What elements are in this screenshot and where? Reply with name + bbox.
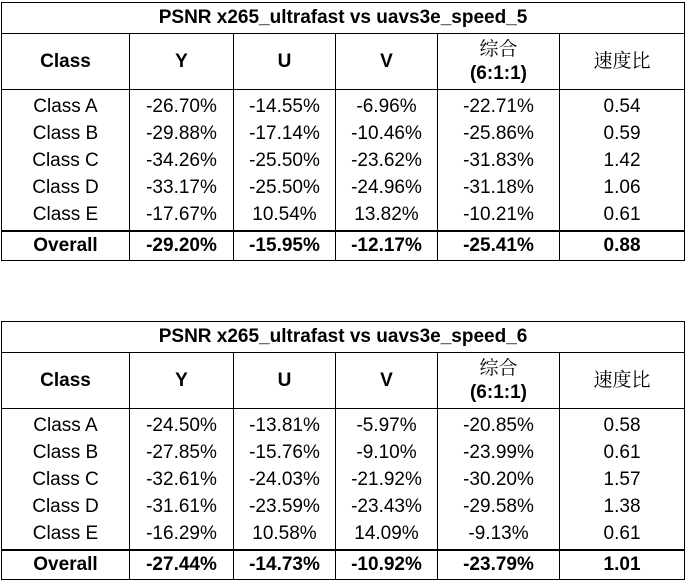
header-combined xyxy=(438,353,560,409)
table-row xyxy=(2,201,685,231)
cell-speed: 0.61 xyxy=(560,439,685,466)
table-row xyxy=(2,520,685,550)
overall-row xyxy=(2,550,685,580)
cell-speed: 1.06 xyxy=(560,174,685,201)
table-row xyxy=(2,120,685,147)
cell-v: -9.10% xyxy=(336,439,438,466)
cell-combined: -25.86% xyxy=(438,120,560,147)
header-v: V xyxy=(336,353,438,409)
table-row xyxy=(2,174,685,201)
table-row xyxy=(2,147,685,174)
cell-combined: -10.21% xyxy=(438,201,560,231)
header-y: Y xyxy=(130,34,234,90)
cell-u: -15.76% xyxy=(234,439,336,466)
header-u: U xyxy=(234,34,336,90)
cell-combined: -31.83% xyxy=(438,147,560,174)
cell-class: Overall xyxy=(2,550,130,580)
cell-u: -17.14% xyxy=(234,120,336,147)
cell-speed: 1.01 xyxy=(560,550,685,580)
cell-class: Class D xyxy=(2,174,130,201)
cell-combined: -9.13% xyxy=(438,520,560,550)
psnr-table-speed-5 xyxy=(1,2,685,261)
cell-y: -26.70% xyxy=(130,90,234,121)
table-title: PSNR x265_ultrafast vs uavs3e_speed_6 xyxy=(2,322,685,353)
cell-y: -29.88% xyxy=(130,120,234,147)
cell-y: -27.44% xyxy=(130,550,234,580)
cell-speed: 0.61 xyxy=(560,201,685,231)
cell-combined: -25.41% xyxy=(438,231,560,261)
cell-v: -23.43% xyxy=(336,493,438,520)
cell-v: -5.97% xyxy=(336,409,438,440)
cell-combined: -31.18% xyxy=(438,174,560,201)
cell-speed: 0.88 xyxy=(560,231,685,261)
cell-v: -24.96% xyxy=(336,174,438,201)
header-combined-label: 综合 xyxy=(479,38,518,60)
cell-class: Class E xyxy=(2,520,130,550)
cell-combined: -20.85% xyxy=(438,409,560,440)
header-class: Class xyxy=(2,353,130,409)
header-u: U xyxy=(234,353,336,409)
cell-v: -23.62% xyxy=(336,147,438,174)
cell-u: 10.54% xyxy=(234,201,336,231)
cell-v: -10.46% xyxy=(336,120,438,147)
cell-class: Class C xyxy=(2,147,130,174)
cell-y: -24.50% xyxy=(130,409,234,440)
cell-speed: 0.54 xyxy=(560,90,685,121)
header-combined-ratio: (6:1:1) xyxy=(469,62,527,84)
cell-class: Class D xyxy=(2,493,130,520)
cell-combined: -30.20% xyxy=(438,466,560,493)
cell-speed: 0.61 xyxy=(560,520,685,550)
cell-v: -10.92% xyxy=(336,550,438,580)
cell-combined: -22.71% xyxy=(438,90,560,121)
cell-y: -31.61% xyxy=(130,493,234,520)
cell-class: Class B xyxy=(2,120,130,147)
cell-u: -25.50% xyxy=(234,174,336,201)
cell-y: -32.61% xyxy=(130,466,234,493)
cell-u: 10.58% xyxy=(234,520,336,550)
header-v: V xyxy=(336,34,438,90)
cell-u: -15.95% xyxy=(234,231,336,261)
cell-v: -21.92% xyxy=(336,466,438,493)
cell-combined: -23.79% xyxy=(438,550,560,580)
cell-class: Class A xyxy=(2,409,130,440)
cell-y: -33.17% xyxy=(130,174,234,201)
table-row xyxy=(2,409,685,440)
cell-class: Class A xyxy=(2,90,130,121)
header-y: Y xyxy=(130,353,234,409)
cell-speed: 1.57 xyxy=(560,466,685,493)
overall-row xyxy=(2,231,685,261)
cell-u: -23.59% xyxy=(234,493,336,520)
cell-speed: 1.42 xyxy=(560,147,685,174)
cell-y: -16.29% xyxy=(130,520,234,550)
cell-class: Class E xyxy=(2,201,130,231)
header-speed-ratio: 速度比 xyxy=(560,34,685,90)
cell-y: -17.67% xyxy=(130,201,234,231)
cell-v: -12.17% xyxy=(336,231,438,261)
cell-v: 13.82% xyxy=(336,201,438,231)
table-title: PSNR x265_ultrafast vs uavs3e_speed_5 xyxy=(2,3,685,34)
cell-u: -14.55% xyxy=(234,90,336,121)
cell-u: -13.81% xyxy=(234,409,336,440)
cell-y: -34.26% xyxy=(130,147,234,174)
cell-speed: 0.59 xyxy=(560,120,685,147)
table-row xyxy=(2,439,685,466)
cell-v: -6.96% xyxy=(336,90,438,121)
cell-u: -25.50% xyxy=(234,147,336,174)
cell-speed: 0.58 xyxy=(560,409,685,440)
cell-combined: -23.99% xyxy=(438,439,560,466)
cell-speed: 1.38 xyxy=(560,493,685,520)
cell-combined: -29.58% xyxy=(438,493,560,520)
cell-class: Class C xyxy=(2,466,130,493)
table-row xyxy=(2,90,685,121)
header-combined-ratio: (6:1:1) xyxy=(469,381,527,403)
cell-class: Overall xyxy=(2,231,130,261)
table-row xyxy=(2,493,685,520)
header-class: Class xyxy=(2,34,130,90)
table-row xyxy=(2,466,685,493)
cell-u: -24.03% xyxy=(234,466,336,493)
header-speed-ratio: 速度比 xyxy=(560,353,685,409)
cell-y: -27.85% xyxy=(130,439,234,466)
cell-class: Class B xyxy=(2,439,130,466)
psnr-table-speed-6 xyxy=(1,321,685,580)
header-combined-label: 综合 xyxy=(479,357,518,379)
cell-y: -29.20% xyxy=(130,231,234,261)
header-combined xyxy=(438,34,560,90)
cell-u: -14.73% xyxy=(234,550,336,580)
cell-v: 14.09% xyxy=(336,520,438,550)
